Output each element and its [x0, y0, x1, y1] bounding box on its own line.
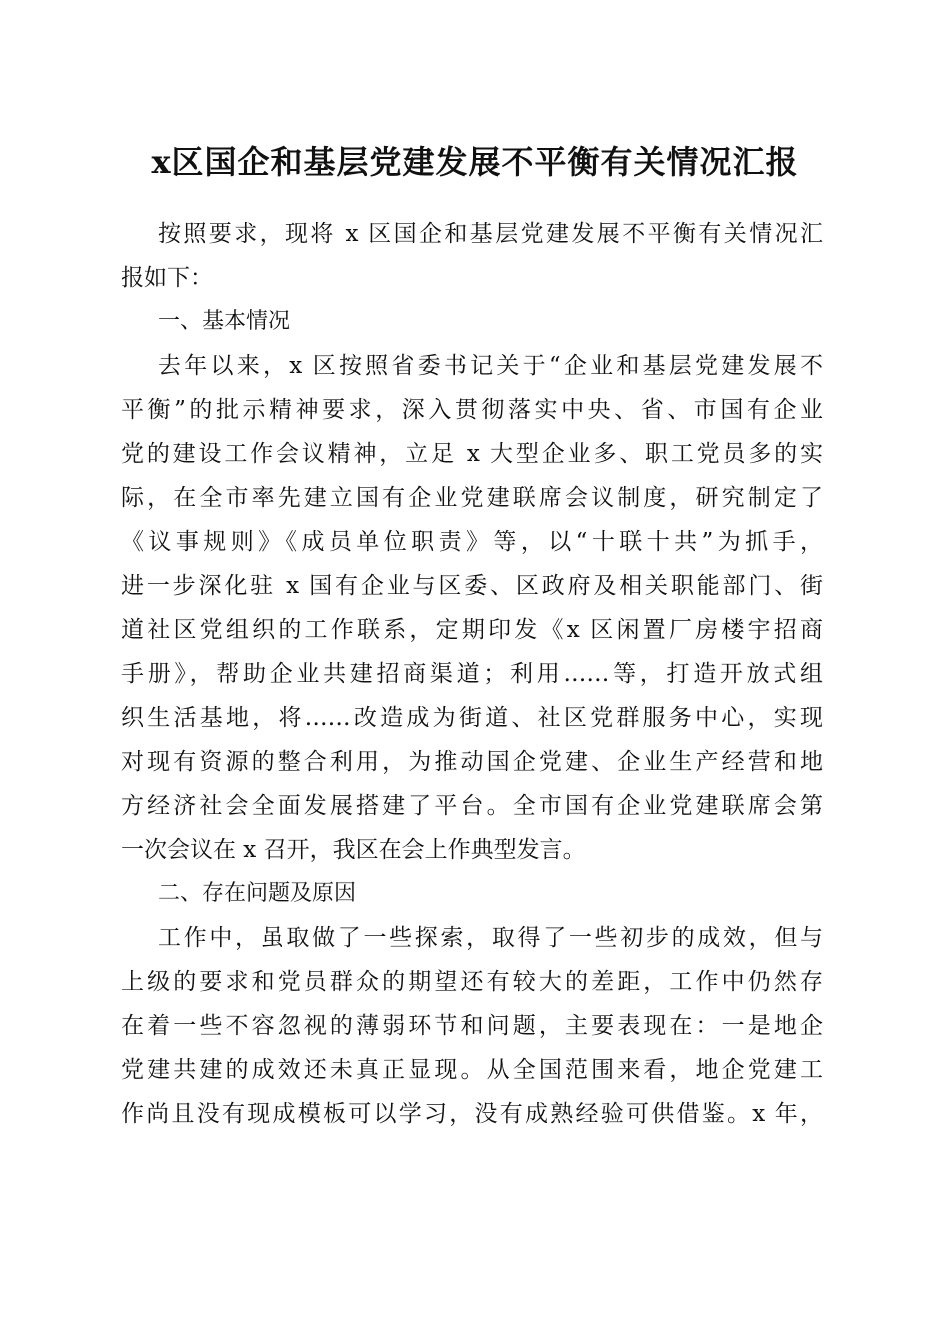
paragraph-line: 织生活基地，将……改造成为街道、社区党群服务中心，实现 [121, 705, 823, 731]
paragraph-line: 方经济社会全面发展搭建了平台。全市国有企业党建联席会第 [121, 793, 823, 819]
section-heading-problems: 二、存在问题及原因 [158, 881, 357, 906]
document-title: x区国企和基层党建发展不平衡有关情况汇报 [151, 143, 799, 181]
paragraph-line: 《议事规则》《成员单位职责》等，以“十联十共”为抓手， [121, 529, 823, 555]
paragraph-line: 作尚且没有现成模板可以学习，没有成熟经验可供借鉴。x 年， [121, 1101, 823, 1127]
paragraph-line: 际，在全市率先建立国有企业党建联席会议制度，研究制定了 [121, 485, 823, 511]
paragraph-line: 在着一些不容忽视的薄弱环节和问题，主要表现在：一是地企 [121, 1013, 823, 1039]
paragraph-line: 去年以来，x 区按照省委书记关于“企业和基层党建发展不 [158, 353, 823, 379]
paragraph-line: 对现有资源的整合利用，为推动国企党建、企业生产经营和地 [121, 749, 823, 775]
paragraph-line: 一次会议在 x 召开，我区在会上作典型发言。 [121, 837, 586, 863]
section-heading-basic: 一、基本情况 [158, 309, 291, 334]
paragraph-line: 平衡”的批示精神要求，深入贯彻落实中央、省、市国有企业 [121, 397, 823, 423]
paragraph-line: 工作中，虽取做了一些探索，取得了一些初步的成效，但与 [158, 925, 823, 951]
paragraph-line: 手册》，帮助企业共建招商渠道；利用……等，打造开放式组 [121, 661, 823, 687]
intro-line: 按照要求，现将 x 区国企和基层党建发展不平衡有关情况汇 [158, 221, 823, 247]
paragraph-line: 党建共建的成效还未真正显现。从全国范围来看，地企党建工 [121, 1057, 823, 1083]
paragraph-line: 进一步深化驻 x 国有企业与区委、区政府及相关职能部门、街 [121, 573, 823, 599]
intro-line: 报如下： [121, 265, 213, 291]
paragraph-line: 道社区党组织的工作联系，定期印发《x 区闲置厂房楼宇招商 [121, 617, 823, 643]
paragraph-line: 上级的要求和党员群众的期望还有较大的差距，工作中仍然存 [121, 969, 823, 995]
paragraph-line: 党的建设工作会议精神，立足 x 大型企业多、职工党员多的实 [121, 441, 823, 467]
document-body [121, 212, 823, 1136]
